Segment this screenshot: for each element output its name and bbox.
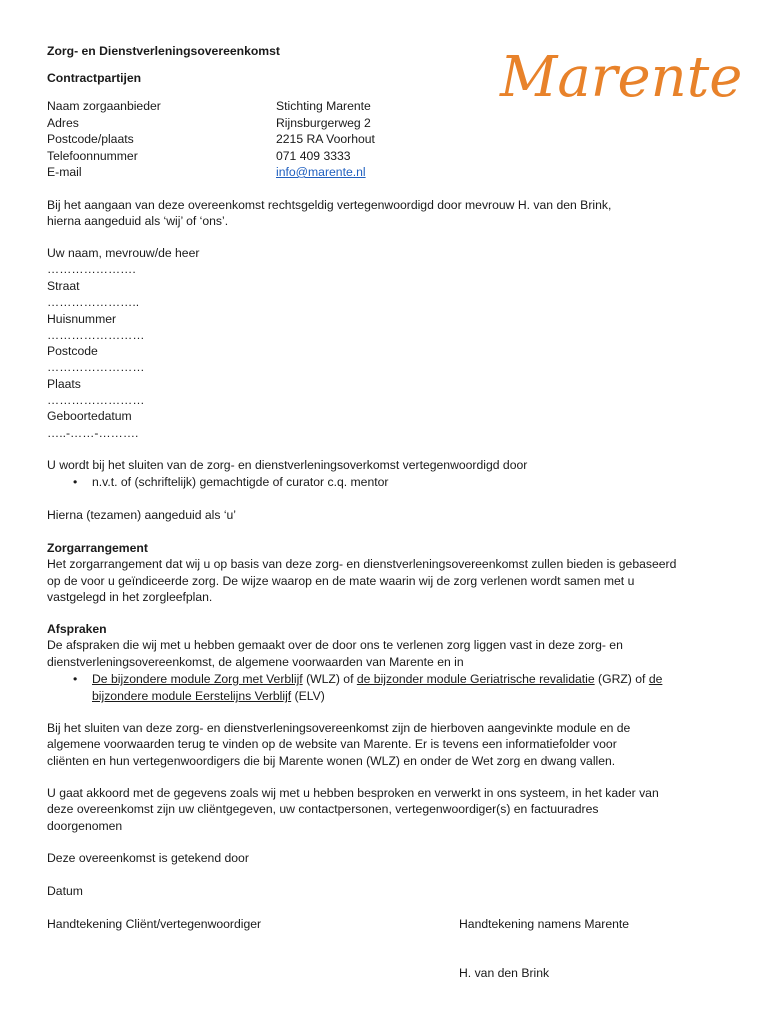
- bullet-icon: •: [73, 672, 78, 686]
- party-label-email: E-mail: [47, 165, 82, 179]
- representation-text: U wordt bij het sluiten van de zorg- en dienstverleningsoverkomst vertegenwoordigd door: [47, 458, 528, 472]
- signatory-name: H. van den Brink: [459, 966, 550, 980]
- module-bullet-line-2: [92, 688, 325, 704]
- field-blank-name[interactable]: ………………….: [47, 262, 136, 276]
- party-label-address: Adres: [47, 116, 79, 130]
- party-label-phone: Telefoonnummer: [47, 149, 138, 163]
- consent-line-3: doorgenomen: [47, 819, 123, 833]
- document-title: Zorg- en Dienstverleningsovereenkomst: [47, 44, 280, 58]
- afspraken-line-1: De afspraken die wij met u hebben gemaakt over de door ons te verlenen zorg liggen vast in deze zorg- en: [47, 638, 623, 652]
- party-value-postcode: 2215 RA Voorhout: [276, 132, 375, 146]
- intro-line-1: Bij het aangaan van deze overeenkomst rechtsgeldig vertegenwoordigd door mevrouw H. van den Brink,: [47, 198, 612, 212]
- zorgarrangement-line-3: vastgelegd in het zorgleefplan.: [47, 590, 213, 604]
- party-value-name: Stichting Marente: [276, 99, 371, 113]
- field-label-name: Uw naam, mevrouw/de heer: [47, 246, 200, 260]
- consent-line-2: deze overeenkomst zijn uw cliëntgegeven, uw contactpersonen, vertegenwoordiger(s) en factuuradres: [47, 802, 599, 816]
- field-label-postcode: Postcode: [47, 344, 98, 358]
- contract-parties-heading: Contractpartijen: [47, 71, 142, 85]
- field-label-housenumber: Huisnummer: [47, 312, 117, 326]
- party-label-postcode: Postcode/plaats: [47, 132, 134, 146]
- intro-line-2: hierna aangeduid als ‘wij’ of ‘ons’.: [47, 214, 229, 228]
- signed-by-text: Deze overeenkomst is getekend door: [47, 851, 249, 865]
- date-label: Datum: [47, 884, 83, 898]
- module-geriatrische-revalidatie-link[interactable]: de bijzonder module Geriatrische revalidatie: [356, 672, 595, 686]
- field-blank-city[interactable]: ……………………: [47, 393, 145, 407]
- representation-bullet: n.v.t. of (schriftelijk) gemachtigde of curator c.q. mentor: [92, 475, 389, 489]
- module-eerstelijns-verblijf-link[interactable]: bijzondere module Eerstelijns Verblijf: [92, 689, 292, 703]
- party-value-address: Rijnsburgerweg 2: [276, 116, 371, 130]
- field-blank-street[interactable]: …………………..: [47, 295, 140, 309]
- afspraken-heading: Afspraken: [47, 622, 107, 636]
- email-link[interactable]: info@marente.nl: [276, 165, 366, 179]
- closing-line-3: cliënten en hun vertegenwoordigers die bij Marente wonen (WLZ) en onder de Wet zorg en dwang vallen.: [47, 754, 616, 768]
- marente-logo: [496, 38, 743, 122]
- zorgarrangement-line-2: op de voor u geïndiceerde zorg. De wijze waarop en de mate waarin wij de zorg verlenen wordt samen met u: [47, 574, 635, 588]
- module-zorg-met-verblijf-link[interactable]: De bijzondere module Zorg met Verblijf: [92, 672, 303, 686]
- field-label-birthdate: Geboortedatum: [47, 409, 132, 423]
- field-blank-housenumber[interactable]: ……………………: [47, 328, 145, 342]
- module-bullet-line-1: [92, 671, 662, 687]
- closing-line-1: Bij het sluiten van deze zorg- en dienstverleningsovereenkomst zijn de hierboven aangevinkte module en de: [47, 721, 631, 735]
- field-label-street: Straat: [47, 279, 80, 293]
- logo-wordmark: Marente: [500, 45, 743, 110]
- afspraken-line-2: dienstverleningsovereenkomst, de algemene voorwaarden van Marente en in: [47, 655, 464, 669]
- module-text-elv: (ELV): [291, 689, 325, 703]
- module-text-grz: (GRZ) of: [594, 672, 649, 686]
- consent-line-1: U gaat akkoord met de gegevens zoals wij met u hebben besproken en verwerkt in ons systeem, in het kader van: [47, 786, 659, 800]
- bullet-icon: •: [73, 475, 78, 489]
- marente-logo-graphic: [496, 38, 743, 122]
- zorgarrangement-heading: Zorgarrangement: [47, 541, 148, 555]
- zorgarrangement-line-1: Het zorgarrangement dat wij u op basis van deze zorg- en dienstverleningsovereenkomst zullen bieden is gebaseerd: [47, 557, 677, 571]
- closing-line-2: algemene voorwaarden terug te vinden op de website van Marente. Er is tevens een informatiefolder voor: [47, 737, 617, 751]
- module-eerstelijns-link-part1[interactable]: de: [648, 672, 663, 686]
- module-text-wlz: (WLZ) of: [302, 672, 357, 686]
- field-blank-birthdate[interactable]: …..-……-……….: [47, 426, 139, 440]
- signature-client-label: Handtekening Cliënt/vertegenwoordiger: [47, 917, 262, 931]
- hereafter-text: Hierna (tezamen) aangeduid als ‘u’: [47, 508, 237, 522]
- party-label-name: Naam zorgaanbieder: [47, 99, 161, 113]
- field-blank-postcode[interactable]: ……………………: [47, 360, 145, 374]
- party-value-phone: 071 409 3333: [276, 149, 351, 163]
- signature-marente-label: Handtekening namens Marente: [459, 917, 630, 931]
- field-label-city: Plaats: [47, 377, 81, 391]
